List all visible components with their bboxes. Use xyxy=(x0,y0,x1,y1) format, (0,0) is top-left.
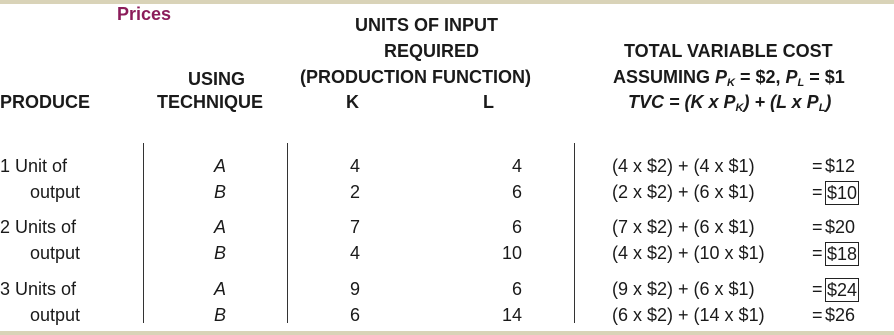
row-l: 14 xyxy=(501,305,522,325)
row-l: 6 xyxy=(511,182,522,202)
row-formula: (7 x $2) + (6 x $1) xyxy=(612,217,755,237)
row-k: 4 xyxy=(349,243,360,263)
row-technique: A xyxy=(214,156,227,176)
row-l: 10 xyxy=(501,243,522,263)
row-formula: (9 x $2) + (6 x $1) xyxy=(612,279,755,299)
row-equals: = xyxy=(812,243,823,263)
row-equals: = xyxy=(812,279,823,299)
produce-header: PRODUCE xyxy=(0,92,91,112)
row-l: 4 xyxy=(511,156,522,176)
row-produce: output xyxy=(30,305,81,325)
row-produce: 2 Units of xyxy=(0,217,77,237)
row-formula: (6 x $2) + (14 x $1) xyxy=(612,305,765,325)
tvc-formula-header: TVC = (K x $P_K) + (L$ x $P_L$) xyxy=(628,92,832,114)
row-produce: output xyxy=(30,243,81,263)
column-divider-2 xyxy=(287,143,288,323)
row-equals: = xyxy=(812,217,823,237)
row-formula: (4 x $2) + (4 x $1) xyxy=(612,156,755,176)
column-divider-1 xyxy=(143,143,144,323)
row-k: 9 xyxy=(349,279,360,299)
row-technique: B xyxy=(214,305,227,325)
row-tvc: $24 xyxy=(827,280,858,300)
technique-header: TECHNIQUE xyxy=(157,92,264,112)
tvc-header-line1: TOTAL VARIABLE COST xyxy=(624,41,833,61)
row-k: 6 xyxy=(349,305,360,325)
row-tvc: $10 xyxy=(827,183,858,203)
row-formula: (2 x $2) + (6 x $1) xyxy=(612,182,755,202)
l-header: L xyxy=(483,92,494,112)
row-equals: = xyxy=(812,156,823,176)
column-divider-3 xyxy=(574,143,575,323)
row-technique: A xyxy=(214,217,227,237)
row-produce: output xyxy=(30,182,81,202)
row-tvc: $18 xyxy=(827,244,858,264)
k-header: K xyxy=(346,92,359,112)
row-equals: = xyxy=(812,305,823,325)
row-technique: B xyxy=(214,243,227,263)
row-tvc: $20 xyxy=(825,217,856,237)
row-tvc: $12 xyxy=(825,156,856,176)
row-technique: B xyxy=(214,182,227,202)
row-l: 6 xyxy=(511,217,522,237)
row-produce: 3 Units of xyxy=(0,279,77,299)
row-k: 4 xyxy=(349,156,360,176)
tvc-header-line2: ASSUMING $P_K$ = $2, $P_L$ = $1 xyxy=(613,67,845,89)
units-header-line2: REQUIRED xyxy=(384,41,480,61)
prices-label: Prices xyxy=(117,4,172,24)
units-header-line1: UNITS OF INPUT xyxy=(355,15,498,35)
row-tvc: $26 xyxy=(825,305,856,325)
units-header-line3: (PRODUCTION FUNCTION) xyxy=(300,67,531,87)
row-k: 7 xyxy=(349,217,360,237)
row-k: 2 xyxy=(349,182,360,202)
row-equals: = xyxy=(812,182,823,202)
using-header: USING xyxy=(188,69,246,89)
bottom-band xyxy=(0,331,894,335)
row-formula: (4 x $2) + (10 x $1) xyxy=(612,243,765,263)
row-produce: 1 Unit of xyxy=(0,156,68,176)
row-technique: A xyxy=(214,279,227,299)
row-l: 6 xyxy=(511,279,522,299)
